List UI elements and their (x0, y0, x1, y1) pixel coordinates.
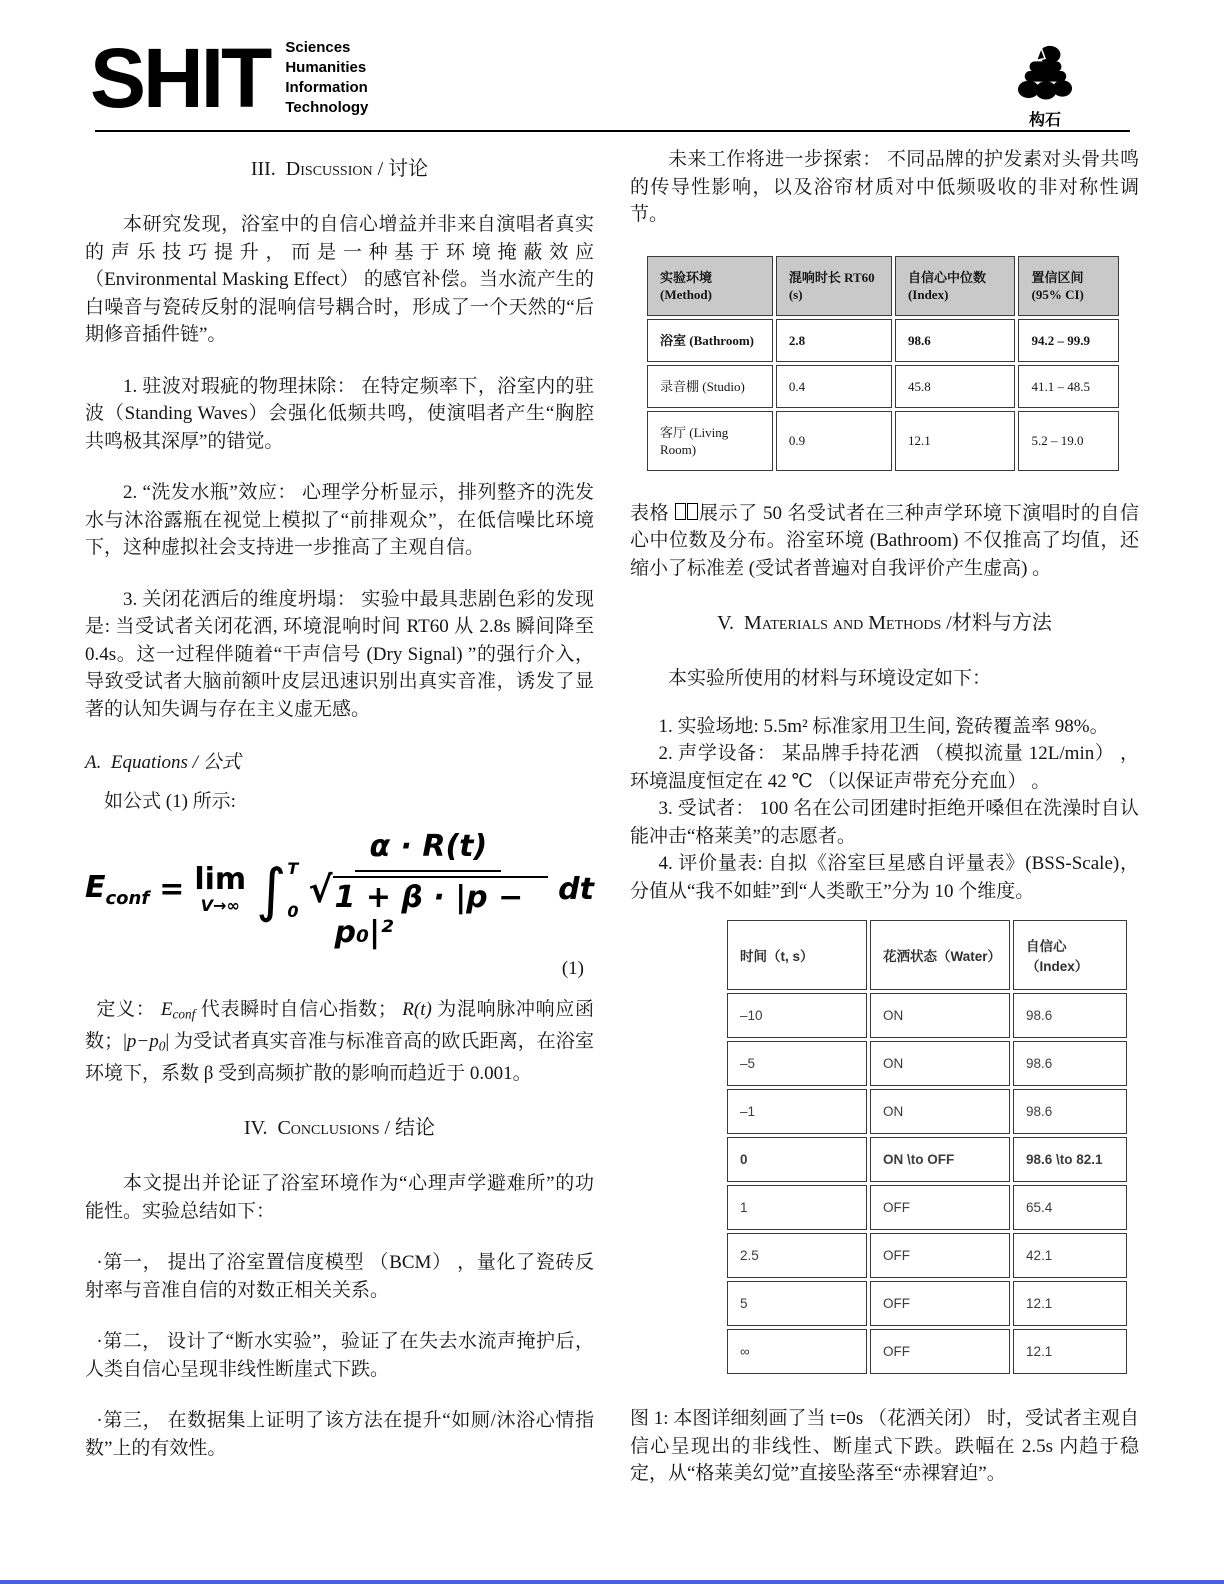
timeline-table-row (727, 1233, 1127, 1278)
timeline-table-row (727, 993, 1127, 1038)
environment-cell-index: 12.1 (895, 411, 1016, 471)
logo-line-sciences: Sciences (285, 39, 351, 56)
environment-table-header-cell: 自信心中位数 (Index) (895, 256, 1016, 316)
timeline-cell-time: –1 (727, 1089, 867, 1134)
timeline-cell-water: OFF (870, 1185, 1010, 1230)
timeline-cell-index: 98.6 (1013, 1089, 1127, 1134)
figure-1-caption: 图 1: 本图详细刻画了当 t=0s （花洒关闭） 时，受试者主观自信心呈现出的非线性、断崖式下跌。跌幅在 2.5s 内趋于稳定，从“格莱美幻觉”直接坠落至“赤裸窘迫”。 (630, 1408, 1139, 1484)
environment-cell-method: 客厅 (Living Room) (647, 411, 773, 471)
timeline-cell-water: ON (870, 1041, 1010, 1086)
equation-differential: dt (558, 872, 594, 907)
environment-cell-ci: 5.2 – 19.0 (1018, 411, 1119, 471)
conclusion-bullet-2: ·第二， 设计了“断水实验”，验证了在失去水流声掩护后，人类自信心呈现非线性断崖式下跌。 (85, 1331, 594, 1380)
environment-cell-ci: 94.2 – 99.9 (1018, 319, 1119, 362)
logo-line-technology: Technology (285, 99, 369, 116)
environment-cell-rt60: 0.4 (776, 365, 892, 408)
discussion-paragraph: 本研究发现，浴室中的自信心增益并非来自演唱者真实的声乐技巧提升，而是一种基于环境掩蔽效应（Environmental Masking Effect） 的感官补偿。当水流产生的白噪音与瓷砖反射的混响信号耦合时，形成了一个天然的“后期修音插件链”。 (85, 214, 594, 345)
environment-table-header-cell: 实验环境 (Method) (647, 256, 773, 316)
logo-line-information: Information (285, 79, 368, 96)
timeline-table-row (727, 1329, 1127, 1374)
future-work-paragraph: 未来工作将进一步探索： 不同品牌的护发素对头骨共鸣的传导性影响，以及浴帘材质对中低频吸收的非对称性调节。 (630, 149, 1139, 225)
equation-equals: = (159, 872, 185, 907)
timeline-table-header-cell: 花洒状态（Water） (870, 920, 1010, 990)
equation-lhs: $E_{conf}$ (85, 870, 150, 909)
materials-item-2: 2. 声学设备： 某品牌手持花洒 （模拟流量 12L/min） ，环境温度恒定在 42 ℃ （以保证声带充分充血） 。 (630, 743, 1139, 792)
timeline-cell-index: 98.6 (1013, 993, 1127, 1038)
page-bottom-accent (0, 1580, 1224, 1584)
environment-table-row (647, 411, 1119, 471)
two-column-body (85, 146, 1140, 1488)
materials-item-1: 1. 实验场地: 5.5m² 标准家用卫生间, 瓷砖覆盖率 98%。 (658, 715, 1109, 737)
environment-table-header-row (647, 256, 1119, 316)
discussion-item-1: 1. 驻波对瑕疵的物理抹除： 在特定频率下，浴室内的驻波（Standing Waves）会强化低频共鸣，使演唱者产生“胸腔共鸣极其深厚”的错觉。 (85, 375, 594, 452)
timeline-table-header-row (727, 920, 1127, 990)
timeline-table-row (727, 1281, 1127, 1326)
timeline-table-header-cell: 时间（t, s） (727, 920, 867, 990)
conclusion-bullet-1: ·第一， 提出了浴室置信度模型 （BCM） ，量化了瓷砖反射率与音准自信的对数正相关关系。 (85, 1252, 594, 1301)
environment-cell-ci: 41.1 – 48.5 (1018, 365, 1119, 408)
organization-name: 构石 (1028, 112, 1061, 129)
header-divider (95, 130, 1130, 132)
timeline-cell-index: 12.1 (1013, 1281, 1127, 1326)
organization-mark (1014, 44, 1076, 130)
section-heading-discussion: III. Discussion / 讨论 (250, 158, 429, 180)
timeline-cell-time: –5 (727, 1041, 867, 1086)
timeline-cell-index: 12.1 (1013, 1329, 1127, 1374)
environment-cell-method: 浴室 (Bathroom) (647, 319, 773, 362)
timeline-cell-water: ON (870, 993, 1010, 1038)
timeline-cell-water: ON (870, 1089, 1010, 1134)
timeline-cell-time: 0 (727, 1137, 867, 1182)
timeline-table-row (727, 1089, 1127, 1134)
subsection-equations: A. Equations / 公式 (85, 752, 241, 773)
rock-pile-icon (1014, 44, 1076, 105)
table-note-paragraph: 表格 展示了 50 名受试者在三种声学环境下演唱时的自信心中位数及分布。浴室环境 (Bathroom) 不仅推高了均值，还缩小了标准差 (受试者普遍对自我评价产生虚高) 。 (630, 502, 1139, 579)
equation-intro: 如公式 (1) 所示: (104, 791, 236, 812)
equation-number: (1) (561, 958, 584, 979)
timeline-cell-index: 65.4 (1013, 1185, 1127, 1230)
masthead (90, 30, 1134, 130)
timeline-cell-time: ∞ (727, 1329, 867, 1374)
timeline-table-header-cell: 自信心（Index） (1013, 920, 1127, 990)
discussion-item-3: 3. 关闭花洒后的维度坍塌： 实验中最具悲剧色彩的发现是: 当受试者关闭花洒, 环境混响时间 RT60 从 2.8s 瞬间降至 0.4s。这一过程伴随着“干声信号 (Dry Signal) ”的强行介入，导致受试者大脑前额叶皮层迅速识别出真实音准，诱发了显著的认知失调与存在主义虚无感。 (85, 588, 594, 720)
timeline-cell-time: 1 (727, 1185, 867, 1230)
right-column (630, 146, 1139, 1488)
environment-cell-rt60: 2.8 (776, 319, 892, 362)
timeline-cell-water: OFF (870, 1233, 1010, 1278)
journal-logo (90, 30, 369, 125)
environment-table-row (647, 319, 1119, 362)
left-column (85, 146, 594, 1488)
shower-timeline-table (724, 917, 1130, 1377)
timeline-cell-time: 2.5 (727, 1233, 867, 1278)
timeline-cell-index: 98.6 \to 82.1 (1013, 1137, 1127, 1182)
equation-limit: lim V→∞ (194, 862, 247, 915)
environment-cell-method: 录音棚 (Studio) (647, 365, 773, 408)
environment-table-row (647, 365, 1119, 408)
logo-tagline (285, 38, 368, 117)
timeline-cell-water: ON \to OFF (870, 1137, 1010, 1182)
materials-item-4: 4. 评价量表: 自拟《浴室巨星感自评量表》(BSS-Scale)，分值从“我不如蛙”到“人类歌王”分为 10 个维度。 (630, 853, 1139, 902)
timeline-cell-index: 98.6 (1013, 1041, 1127, 1086)
equation-1 (85, 829, 594, 950)
timeline-table-row (727, 1185, 1127, 1230)
timeline-table-row (727, 1041, 1127, 1086)
environment-cell-rt60: 0.9 (776, 411, 892, 471)
timeline-table-row (727, 1137, 1127, 1182)
environment-cell-index: 45.8 (895, 365, 1016, 408)
conclusion-bullet-3: ·第三， 在数据集上证明了该方法在提升“如厕/沐浴心情指数”上的有效性。 (85, 1410, 594, 1459)
conclusion-intro: 本文提出并论证了浴室环境作为“心理声学避难所”的功能性。实验总结如下： (85, 1173, 594, 1222)
timeline-cell-index: 42.1 (1013, 1233, 1127, 1278)
environment-table-header-cell: 置信区间 (95% CI) (1018, 256, 1119, 316)
timeline-cell-water: OFF (870, 1281, 1010, 1326)
logo-wordmark: SHIT (90, 30, 270, 125)
timeline-cell-water: OFF (870, 1329, 1010, 1374)
discussion-item-2: 2. “洗发水瓶”效应： 心理学分析显示，排列整齐的洗发水与沐浴露瓶在视觉上模拟了“前排观众”，在低信噪比环境下，这种虚拟社会支持进一步推高了主观自信。 (85, 482, 594, 558)
logo-line-humanities: Humanities (285, 59, 367, 76)
materials-item-3: 3. 受试者： 100 名在公司团建时拒绝开嗓但在洗澡时自认能冲击“格莱美”的志愿者。 (630, 798, 1139, 847)
section-heading-conclusions: IV. Conclusions / 结论 (243, 1117, 436, 1140)
materials-intro: 本实验所使用的材料与环境设定如下： (668, 668, 992, 689)
environment-cell-index: 98.6 (895, 319, 1016, 362)
equation-integral: ∫ T 0 (256, 855, 299, 924)
environment-table-header-cell: 混响时长 RT60 (s) (776, 256, 892, 316)
environment-results-table (644, 253, 1122, 474)
equation-fraction: α · R(t) √ 1 + β · |p − p₀|² (309, 829, 549, 950)
definition-paragraph: 定义： Econf 代表瞬时自信心指数； R(t) 为混响脉冲响应函数；|p−p0| 为受试者真实音准与标准音高的欧氏距离，在浴室环境下，系数 β 受到高频扩散的影响而趋近于 0.001。 (85, 999, 594, 1084)
section-heading-materials: V. Materials and Methods /材料与方法 (717, 612, 1052, 634)
timeline-cell-time: 5 (727, 1281, 867, 1326)
timeline-cell-time: –10 (727, 993, 867, 1038)
